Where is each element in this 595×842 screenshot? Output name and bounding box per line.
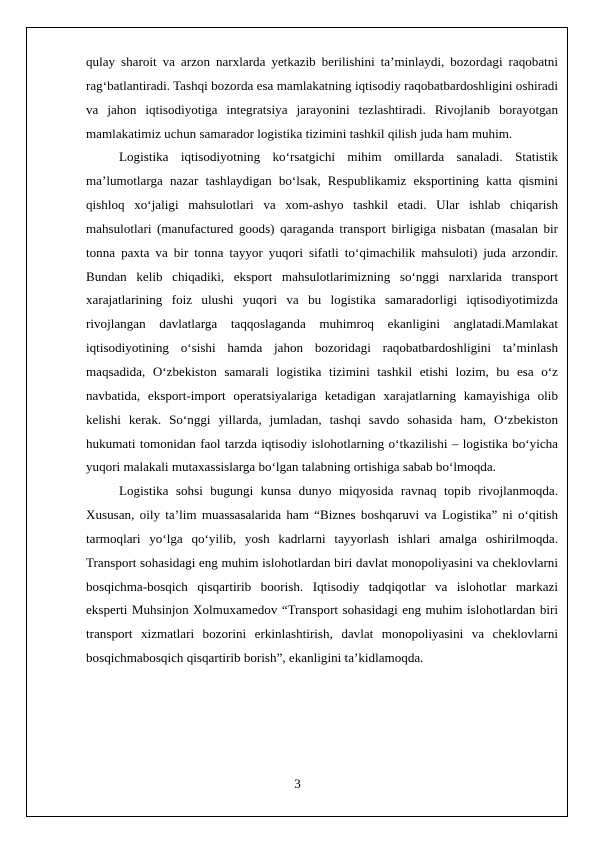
paragraph-logistics-development: Logistika sohsi bugungi kunsa dunyo miqyosida ravnaq topib rivojlanmoqda. Xususan, oily ta’lim muassasalarida ham “Biznes boshqaruvi va Logistika” ni o‘qitish tarmoqlari yo‘lga qo‘yilib, yosh kadrlarni tayyorlash ishlari amalga oshirilmoqda. Transport sohasidagi eng muhim islohotlardan biri davlat monopoliyasini va cheklovlarni bosqichma-bosqich qisqartirib boorish. Iqtisodiy tadqiqotlar va islohotlar markazi eksperti Muhsinjon Xolmuxamedov “Transport sohasidagi eng muhim islohotlardan biri transport xizmatlari bozorini erkinlashtirish, davlat monopoliyasini va cheklovlarni bosqichmabosqich qisqartirib borish”, ekanligini ta’kidlamoqda. [86, 483, 558, 666]
page-number: 3 [294, 776, 301, 791]
paragraph-continuation: qulay sharoit va arzon narxlarda yetkazib berilishini ta’minlaydi, bozordagi raqobatni rag‘batlantiradi. Tashqi bozorda esa mamlakatning iqtisodiy raqobatbardoshligini oshiradi va jahon iqtisodiyotiga integratsiya jarayonini tezlashtiradi. Rivojlanib borayotgan mamlakatimiz uchun samarador logistika tizimini tashkil qilish juda ham muhim. [86, 54, 558, 141]
paragraph-logistics-importance: Logistika iqtisodiyotning ko‘rsatgichi mihim omillarda sanaladi. Statistik ma’lumotlarga nazar tashlaydigan bo‘lsak, Respublikamiz eksportining katta qismini qishloq xo‘jaligi mahsulotlari va xom-ashyo tashkil etadi. Ular ishlab chiqarish mahsulotlari (manufactured goods) qaraganda transport birligiga nisbatan (masalan bir tonna paxta va bir tonna tayyor yuqori sifatli to‘qimachilik mahsuloti) juda arzondir. Bundan kelib chiqadiki, eksport mahsulotlarimizning so‘nggi narxlarida transport xarajatlarining foiz ulushi yuqori va bu logistika samaradorligi iqtisodiyotimizda rivojlangan davlatlarga taqqoslaganda muhimroq ekanligini anglatadi.Mamlakat iqtisodiyotining o‘sishi hamda jahon bozoridagi raqobatbardoshligini ta’minlash maqsadida, O‘zbekiston samarali logistika tizimini tashkil etishi lozim, bu esa o‘z navbatida, eksport-import operatsiyalariga ketadigan xarajatlarning kamayishiga olib kelishi kerak. So‘nggi yillarda, jumladan, tashqi savdo sohasida ham, O‘zbekiston hukumati tomonidan faol tarzda iqtisodiy islohotlarning o‘tkazilishi – logistika bo‘yicha yuqori malakali mutaxassislarga bo‘lgan talabning ortishiga sabab bo‘lmoqda. [86, 149, 558, 475]
document-body [86, 50, 558, 670]
